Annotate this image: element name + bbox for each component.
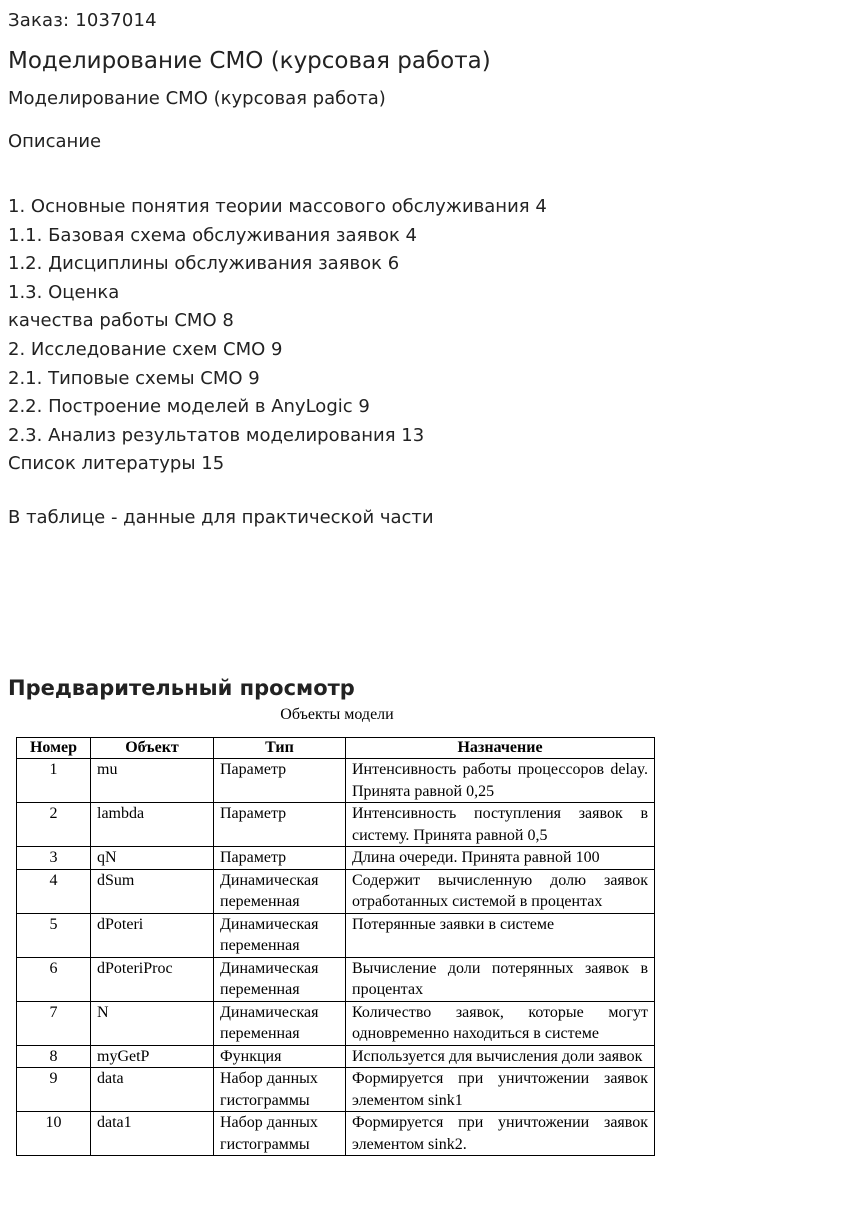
table-row <box>17 759 655 803</box>
cell-purpose: Интенсивность поступления заявок в систему. Принята равной 0,5 <box>346 803 655 847</box>
work-subtitle: Моделирование СМО (курсовая работа) <box>8 88 386 109</box>
description-label: Описание <box>8 131 102 152</box>
cell-number: 8 <box>17 1045 91 1068</box>
cell-number: 10 <box>17 1112 91 1156</box>
table-row <box>17 847 655 870</box>
page-title: Моделирование СМО (курсовая работа) <box>8 48 491 74</box>
table-row <box>17 913 655 957</box>
toc-item: Список литературы 15 <box>8 453 225 475</box>
table-row <box>17 1112 655 1156</box>
cell-type: Функция <box>214 1045 346 1068</box>
header-type: Тип <box>214 738 346 759</box>
cell-purpose: Вычисление доли потерянных заявок в процентах <box>346 957 655 1001</box>
cell-object: N <box>91 1001 214 1045</box>
cell-purpose: Содержит вычисленную долю заявок отработанных системой в процентах <box>346 869 655 913</box>
cell-type: Набор данных гистограммы <box>214 1068 346 1112</box>
table-row <box>17 869 655 913</box>
toc-item: 2.3. Анализ результатов моделирования 13 <box>8 424 425 446</box>
toc-item: 1.2. Дисциплины обслуживания заявок 6 <box>8 253 400 275</box>
table-row <box>17 803 655 847</box>
practical-data-note: В таблице - данные для практической части <box>8 507 434 528</box>
cell-purpose: Потерянные заявки в системе <box>346 913 655 957</box>
toc-item: 2.1. Типовые схемы СМО 9 <box>8 367 260 389</box>
cell-purpose: Формируется при уничтожении заявок элементом sink2. <box>346 1112 655 1156</box>
cell-number: 4 <box>17 869 91 913</box>
cell-object: mu <box>91 759 214 803</box>
cell-purpose: Интенсивность работы процессоров delay. Принята равной 0,25 <box>346 759 655 803</box>
model-objects-table <box>16 737 655 1156</box>
cell-purpose: Количество заявок, которые могут одновременно находиться в системе <box>346 1001 655 1045</box>
toc-item: 1.3. Оценка <box>8 281 120 303</box>
cell-object: qN <box>91 847 214 870</box>
table-row <box>17 957 655 1001</box>
toc-item: 2. Исследование схем СМО 9 <box>8 338 283 360</box>
cell-object: lambda <box>91 803 214 847</box>
toc-item: качества работы СМО 8 <box>8 310 234 332</box>
cell-purpose: Формируется при уничтожении заявок элементом sink1 <box>346 1068 655 1112</box>
cell-number: 5 <box>17 913 91 957</box>
cell-type: Параметр <box>214 803 346 847</box>
table-caption: Объекты модели <box>280 706 394 723</box>
cell-type: Динамическая переменная <box>214 869 346 913</box>
cell-object: dSum <box>91 869 214 913</box>
header-object: Объект <box>91 738 214 759</box>
cell-number: 7 <box>17 1001 91 1045</box>
cell-number: 3 <box>17 847 91 870</box>
cell-type: Динамическая переменная <box>214 957 346 1001</box>
cell-object: dPoteriProc <box>91 957 214 1001</box>
cell-number: 2 <box>17 803 91 847</box>
cell-purpose: Длина очереди. Принята равной 100 <box>346 847 655 870</box>
toc-item: 1. Основные понятия теории массового обслуживания 4 <box>8 196 547 217</box>
table-header-row <box>17 738 655 759</box>
cell-object: data <box>91 1068 214 1112</box>
cell-number: 9 <box>17 1068 91 1112</box>
cell-type: Параметр <box>214 847 346 870</box>
cell-object: data1 <box>91 1112 214 1156</box>
cell-type: Параметр <box>214 759 346 803</box>
table-of-contents <box>8 193 547 479</box>
header-purpose: Назначение <box>346 738 655 759</box>
order-number: Заказ: 1037014 <box>8 10 157 31</box>
toc-item: 1.1. Базовая схема обслуживания заявок 4 <box>8 224 418 246</box>
header-number: Номер <box>17 738 91 759</box>
preview-heading: Предварительный просмотр <box>8 676 355 700</box>
cell-type: Набор данных гистограммы <box>214 1112 346 1156</box>
cell-type: Динамическая переменная <box>214 1001 346 1045</box>
table-row <box>17 1068 655 1112</box>
cell-number: 6 <box>17 957 91 1001</box>
cell-number: 1 <box>17 759 91 803</box>
document-preview <box>0 700 670 1208</box>
cell-object: myGetP <box>91 1045 214 1068</box>
table-row <box>17 1045 655 1068</box>
table-row <box>17 1001 655 1045</box>
toc-item: 2.2. Построение моделей в AnyLogic 9 <box>8 396 370 418</box>
cell-type: Динамическая переменная <box>214 913 346 957</box>
cell-object: dPoteri <box>91 913 214 957</box>
cell-purpose: Используется для вычисления доли заявок <box>346 1045 655 1068</box>
